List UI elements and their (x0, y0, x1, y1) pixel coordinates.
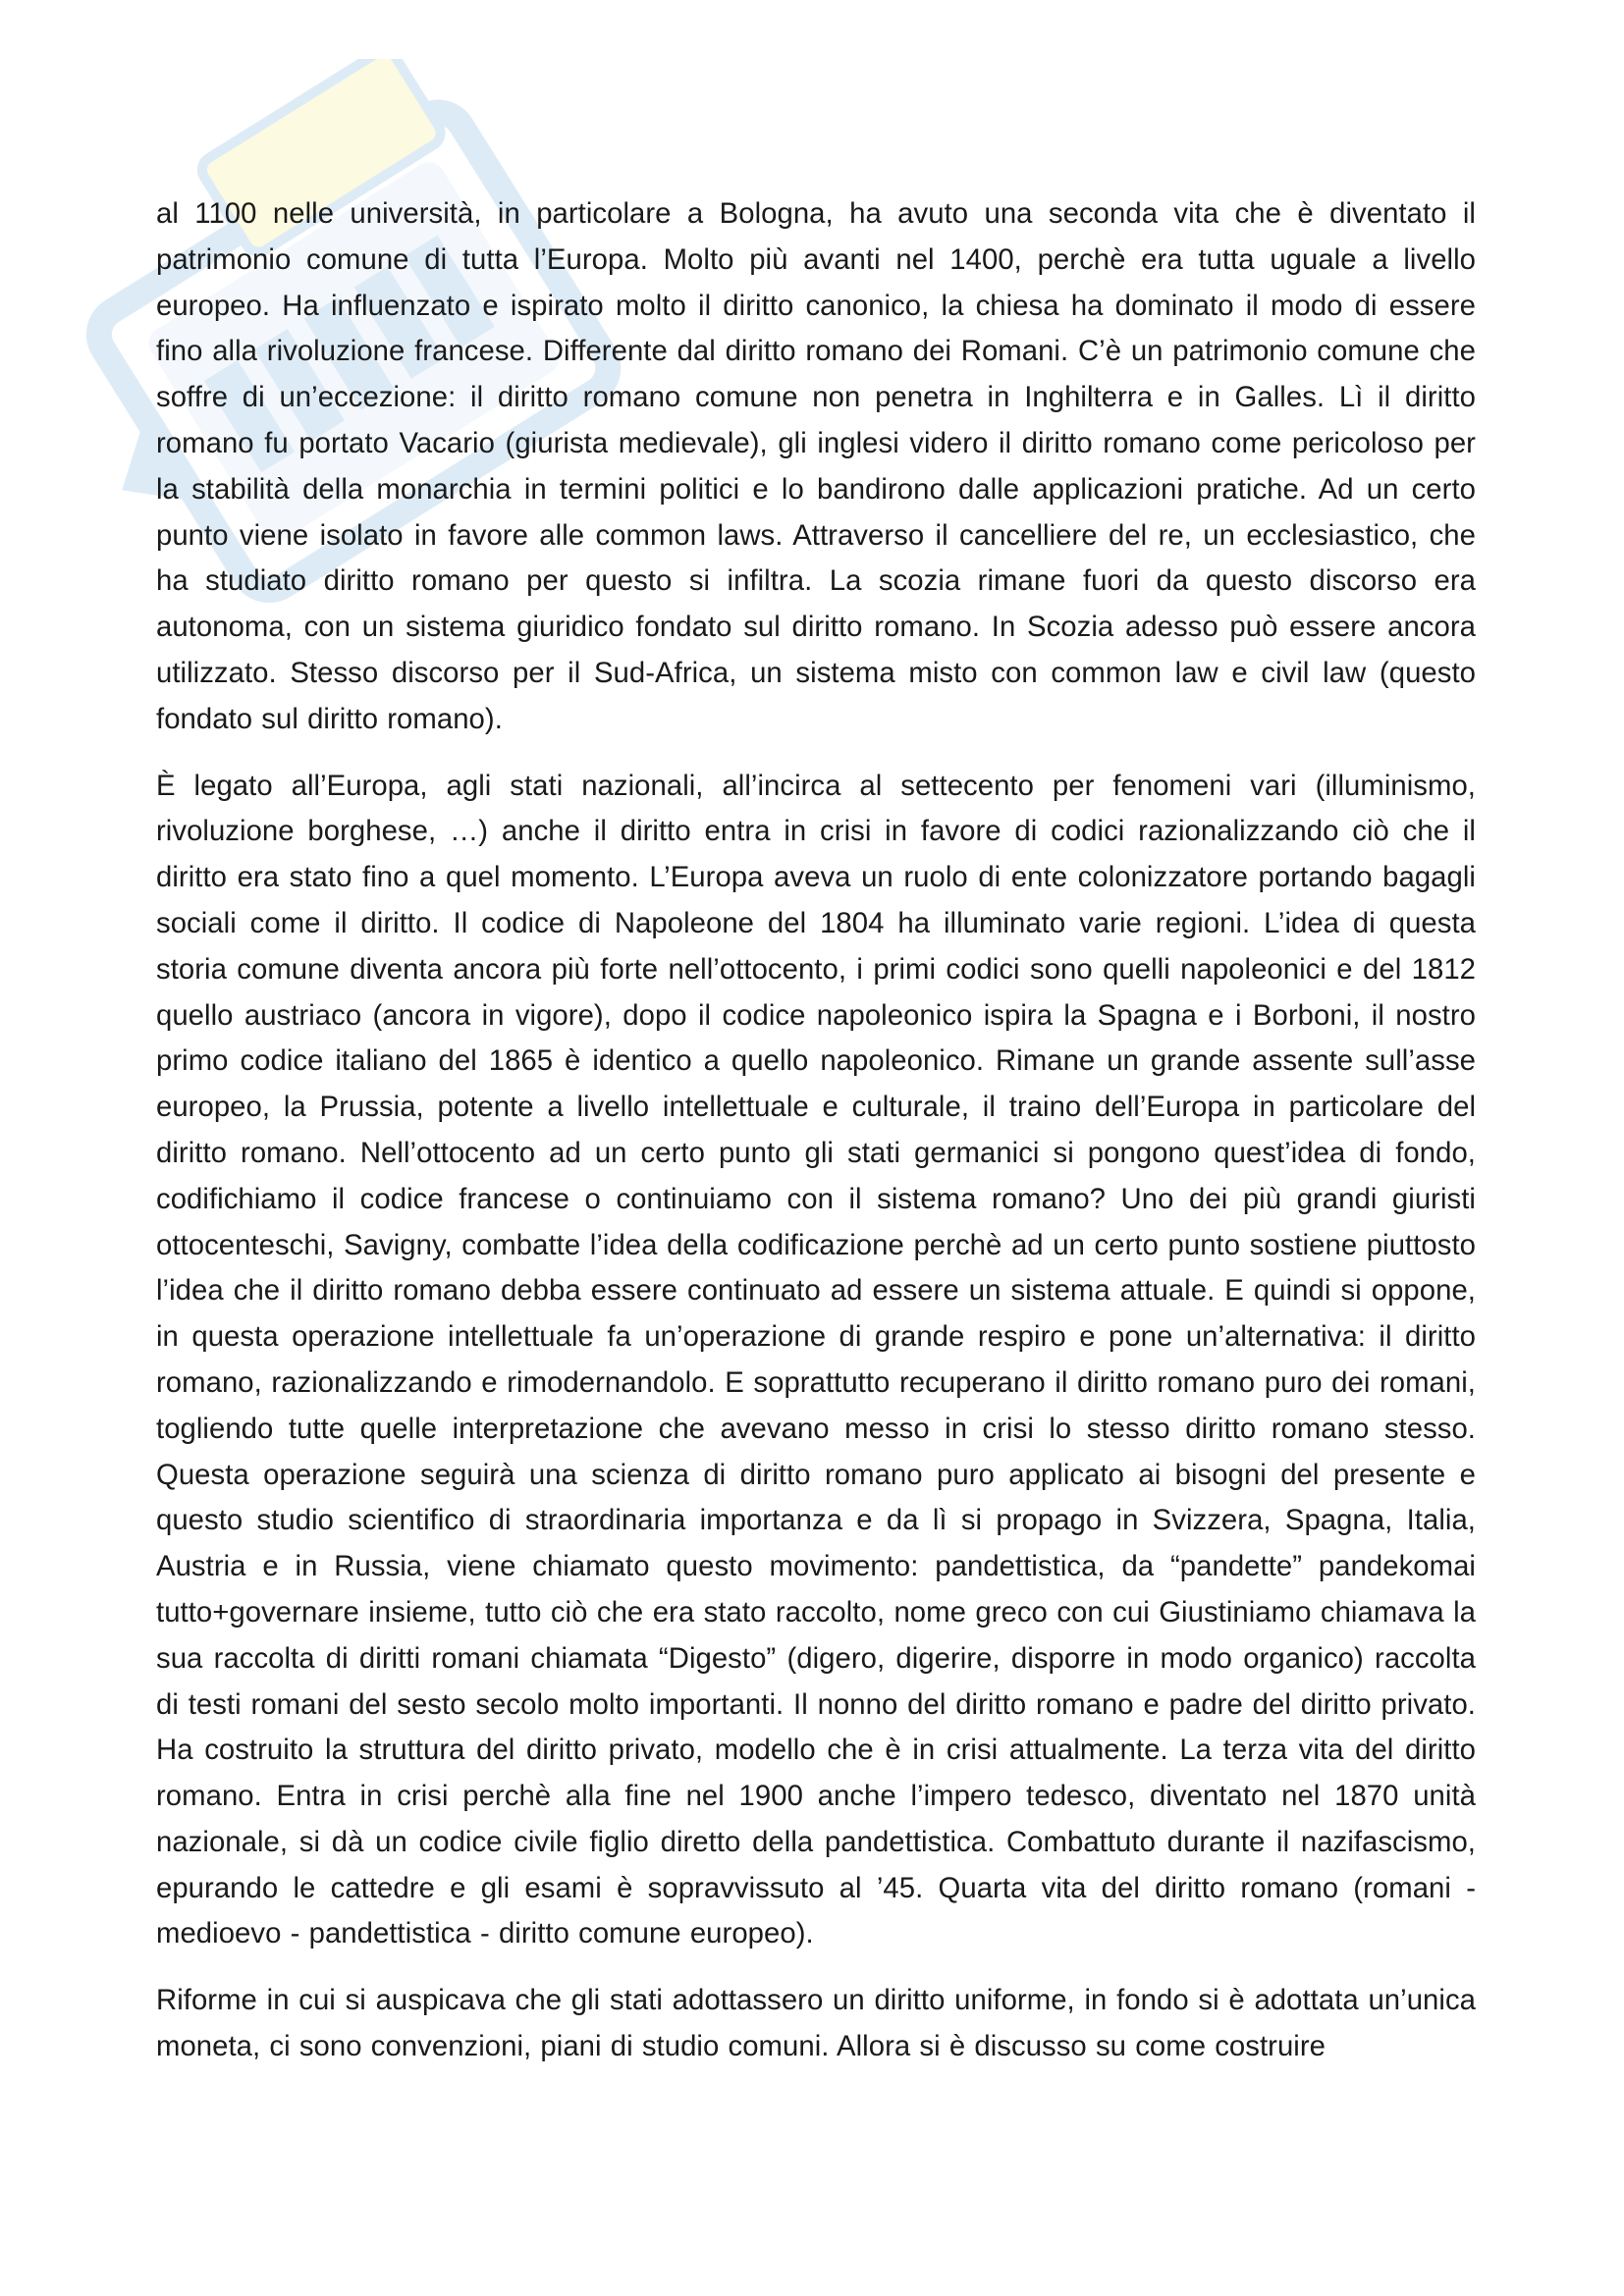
paragraph-1: al 1100 nelle università, in particolare a Bologna, ha avuto una seconda vita che è diventato il patrimonio comune di tutta l’Europa. Molto più avanti nel 1400, perchè era tutta uguale a livello europeo. Ha influenzato e ispirato molto il diritto canonico, la chiesa ha dominato il modo di essere fino alla rivoluzione francese. Differente dal diritto romano dei Romani. C’è un patrimonio comune che soffre di un’eccezione: il diritto romano comune non penetra in Inghilterra e in Galles. Lì il diritto romano fu portato Vacario (giurista medievale), gli inglesi videro il diritto romano come pericoloso per la stabilità della monarchia in termini politici e lo bandirono dalle applicazioni pratiche. Ad un certo punto viene isolato in favore alle common laws. Attraverso il cancelliere del re, un ecclesiastico, che ha studiato diritto romano per questo si infiltra. La scozia rimane fuori da questo discorso era autonoma, con un sistema giuridico fondato sul diritto romano. In Scozia adesso può essere ancora utilizzato. Stesso discorso per il Sud-Africa, un sistema misto con common law e civil law (questo fondato sul diritto romano). (156, 197, 1476, 735)
paragraph-2: È legato all’Europa, agli stati nazionali, all’incirca al settecento per fenomeni vari (illuminismo, rivoluzione borghese, …) anche il diritto entra in crisi in favore di codici razionalizzando ciò che il diritto era stato fino a quel momento. L’Europa aveva un ruolo di ente colonizzatore portando bagagli sociali come il diritto. Il codice di Napoleone del 1804 ha illuminato varie regioni. L’idea di questa storia comune diventa ancora più forte nell’ottocento, i primi codici sono quelli napoleonici e del 1812 quello austriaco (ancora in vigore), dopo il codice napoleonico ispira la Spagna e i Borboni, il nostro primo codice italiano del 1865 è identico a quello napoleonico. Rimane un grande assente sull’asse europeo, la Prussia, potente a livello intellettuale e culturale, il traino dell’Europa in particolare del diritto romano. Nell’ottocento ad un certo punto gli stati germanici si pongono quest’idea di fondo, codifichiamo il codice francese o continuiamo con il sistema romano? Uno dei più grandi giuristi ottocenteschi, Savigny, combatte l’idea della codificazione perchè ad un certo punto sostiene piuttosto l’idea che il diritto romano debba essere continuato ad essere un sistema attuale. E quindi si oppone, in questa operazione intellettuale fa un’operazione di grande respiro e pone un’alternativa: il diritto romano, razionalizzando e rimodernandolo. E soprattutto recuperano il diritto romano puro dei romani, togliendo tutte quelle interpretazione che avevano messo in crisi lo stesso diritto romano stesso. Questa operazione seguirà una scienza di diritto romano puro applicato ai bisogni del presente e questo studio scientifico di straordinaria importanza e da lì si propago in Svizzera, Spagna, Italia, Austria e in Russia, viene chiamato questo movimento: pandettistica, da “pandette” pandekomai tutto+governare insieme, tutto ciò che era stato raccolto, nome greco con cui Giustiniamo chiamava la sua raccolta di diritti romani chiamata “Digesto” (digero, digerire, disporre in modo organico) raccolta di testi romani del sesto secolo molto importanti. Il nonno del diritto romano e padre del diritto privato. Ha costruito la struttura del diritto privato, modello che è in crisi attualmente. La terza vita del diritto romano. Entra in crisi perchè alla fine nel 1900 anche l’impero tedesco, diventato nel 1870 unità nazionale, si dà un codice civile figlio diretto della pandettistica. Combattuto durante il nazifascismo, epurando le cattedre e gli esami è sopravvissuto al ’45. Quarta vita del diritto romano (romani - medioevo - pandettistica - diritto comune europeo). (156, 769, 1476, 1950)
document-body (156, 191, 1476, 2091)
paragraph-3: Riforme in cui si auspicava che gli stati adottassero un diritto uniforme, in fondo si è adottata un’unica moneta, ci sono convenzioni, piani di studio comuni. Allora si è discusso su come costruire (156, 1984, 1476, 2063)
